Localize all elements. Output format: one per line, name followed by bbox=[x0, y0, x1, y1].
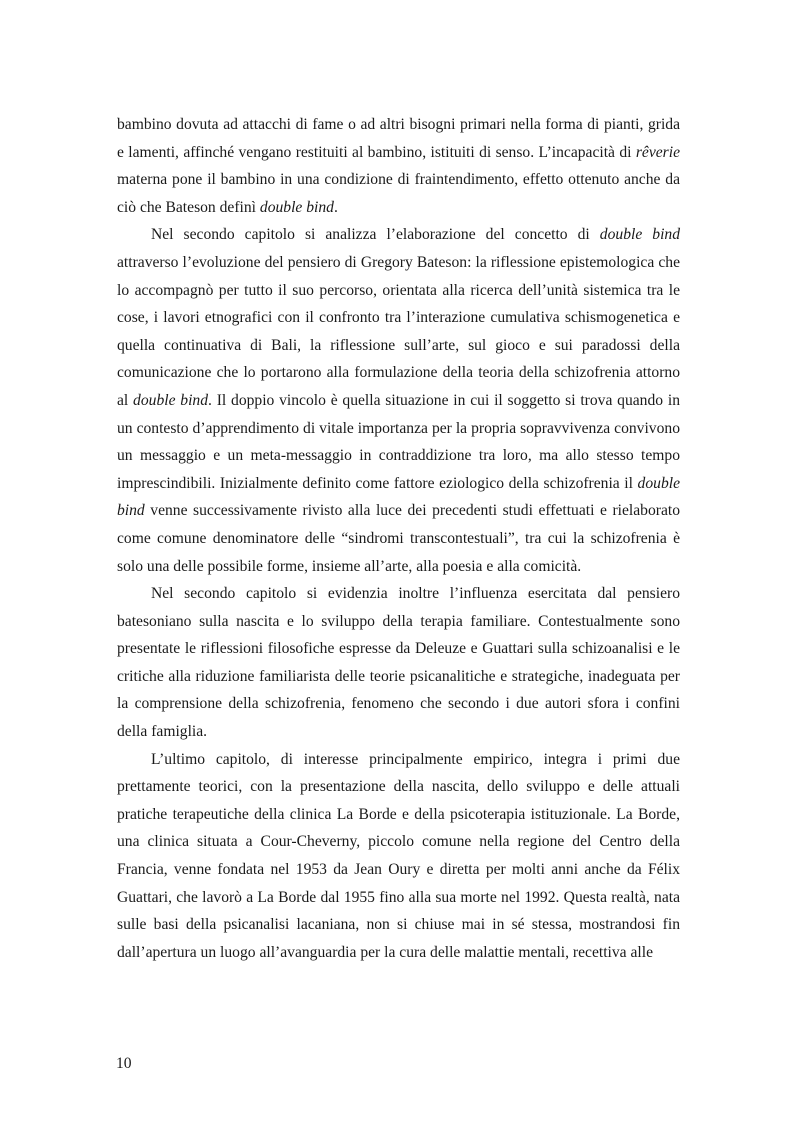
paragraph-3: Nel secondo capitolo si evidenzia inoltre l’influenza esercitata dal pensiero batesoniano sulla nascita e lo sviluppo della terapia familiare. Contestualmente sono presentate le riflessioni filosofiche espresse da Deleuze e Guattari sulla schizoanalisi e le critiche alla riduzione familiarista delle teorie psicanalitiche e strategiche, inadeguata per la comprensione della schizofrenia, fenomeno che secondo i due autori sfora i confini della famiglia. bbox=[117, 585, 680, 741]
paragraph-1: bambino dovuta ad attacchi di fame o ad altri bisogni primari nella forma di pianti, grida e lamenti, affinché vengano restituiti al bambino, istituiti di senso. L’incapacità di rêverie materna pone il bambino in una condizione di fraintendimento, effetto ottenuto anche da ciò che Bateson definì double bind. bbox=[117, 116, 680, 216]
paragraph-2: Nel secondo capitolo si analizza l’elaborazione del concetto di double bind attraverso l’evoluzione del pensiero di Gregory Bateson: la riflessione epistemologica che lo accompagnò per tutto il suo percorso, orientata alla ricerca dell’unità sistemica tra le cose, i lavori etnografici con il confronto tra l’interazione cumulativa schismogenetica e quella continuativa di Bali, la riflessione sull’arte, sul gioco e sui paradossi della comunicazione che lo portarono alla formulazione della teoria della schizofrenia attorno al double bind. Il doppio vincolo è quella situazione in cui il soggetto si trova quando in un contesto d’apprendimento di vitale importanza per la propria sopravvivenza convivono un messaggio e un meta-messaggio in contraddizione tra loro, ma allo stesso tempo imprescindibili. Inizialmente definito come fattore eziologico della schizofrenia il double bind venne successivamente rivisto alla luce dei precedenti studi effettuati e rielaborato come comune denominatore delle “sindromi transcontestuali”, tra cui la schizofrenia è solo una delle possibile forme, insieme all’arte, alla poesia e alla comicità. bbox=[117, 226, 680, 575]
body-text bbox=[117, 111, 680, 966]
paragraph-4: L’ultimo capitolo, di interesse principalmente empirico, integra i primi due prettamente teorici, con la presentazione della nascita, dello sviluppo e delle attuali pratiche terapeutiche della clinica La Borde e della psicoterapia istituzionale. La Borde, una clinica situata a Cour-Cheverny, piccolo comune nella regione del Centro della Francia, venne fondata nel 1953 da Jean Oury e diretta per molti anni anche da Félix Guattari, che lavorò a La Borde dal 1955 fino alla sua morte nel 1992. Questa realtà, nata sulle basi della psicanalisi lacaniana, non si chiuse mai in sé stessa, mostrandosi fin dall’apertura un luogo all’avanguardia per la cura delle malattie mentali, recettiva alle bbox=[117, 750, 680, 961]
page-number: 10 bbox=[116, 1055, 132, 1072]
